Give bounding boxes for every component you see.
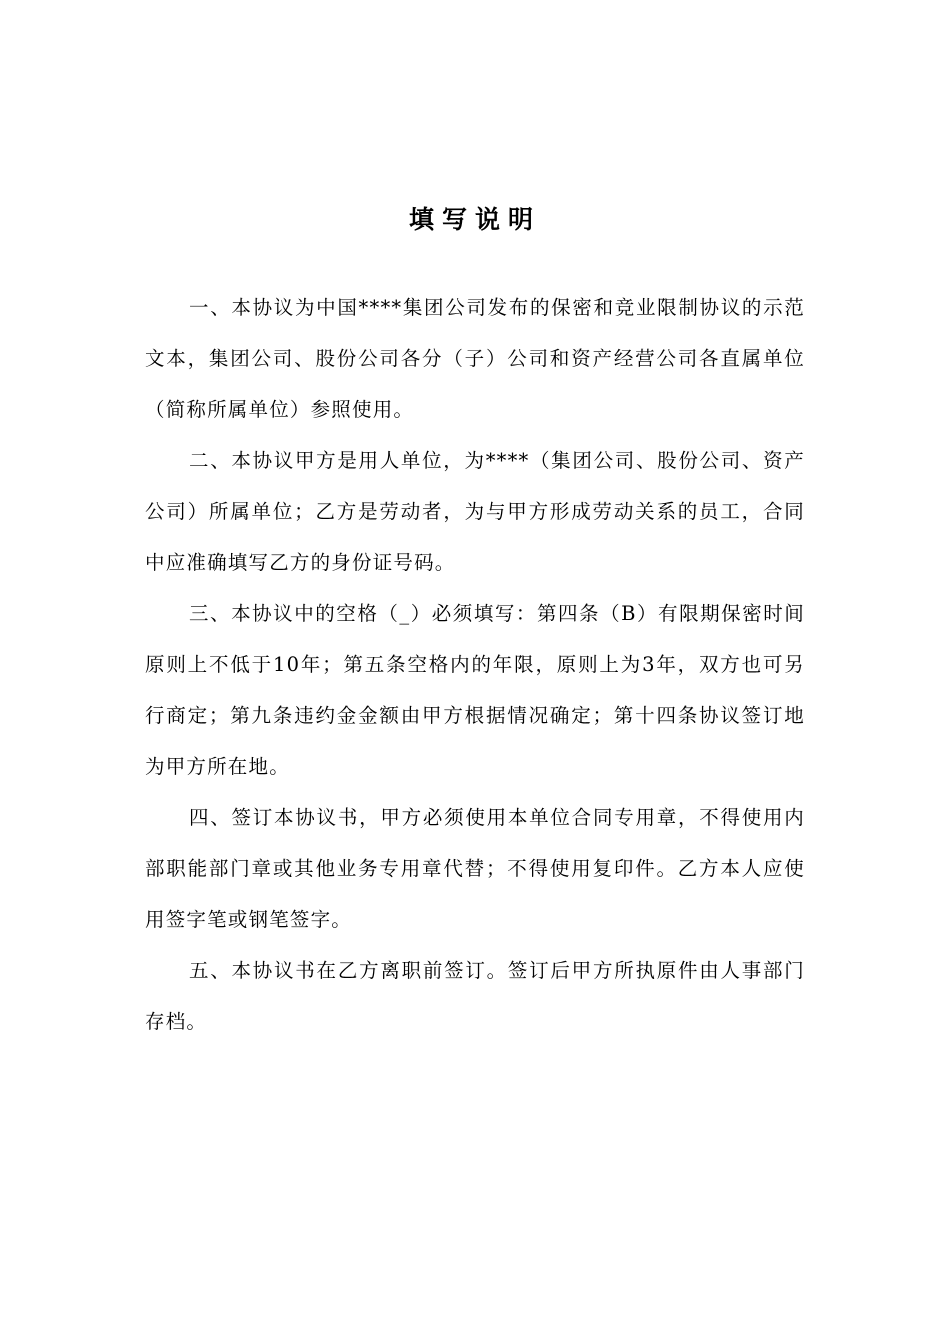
document-title: 填写说明 (408, 205, 541, 234)
paragraph-3: 三、本协议中的空格（_）必须填写：第四条（B）有限期保密时间原则上不低于10年；第五条空格内的年限，原则上为3年，双方也可另行商定；第九条违约金金额由甲方根据情况确定；第十四条协议签订地为甲方所在地。 (145, 602, 805, 778)
paragraph-1: 一、本协议为中国****集团公司发布的保密和竞业限制协议的示范文本，集团公司、股份公司各分（子）公司和资产经营公司各直属单位（简称所属单位）参照使用。 (145, 296, 805, 421)
paragraph-4: 四、签订本协议书，甲方必须使用本单位合同专用章，不得使用内部职能部门章或其他业务专用章代替；不得使用复印件。乙方本人应使用签字笔或钢笔签字。 (145, 806, 805, 931)
instructions-body (145, 282, 805, 1047)
paragraph-5: 五、本协议书在乙方离职前签订。签订后甲方所执原件由人事部门存档。 (145, 959, 805, 1033)
paragraph-2: 二、本协议甲方是用人单位，为****（集团公司、股份公司、资产公司）所属单位；乙方是劳动者，为与甲方形成劳动关系的员工，合同中应准确填写乙方的身份证号码。 (145, 449, 805, 574)
